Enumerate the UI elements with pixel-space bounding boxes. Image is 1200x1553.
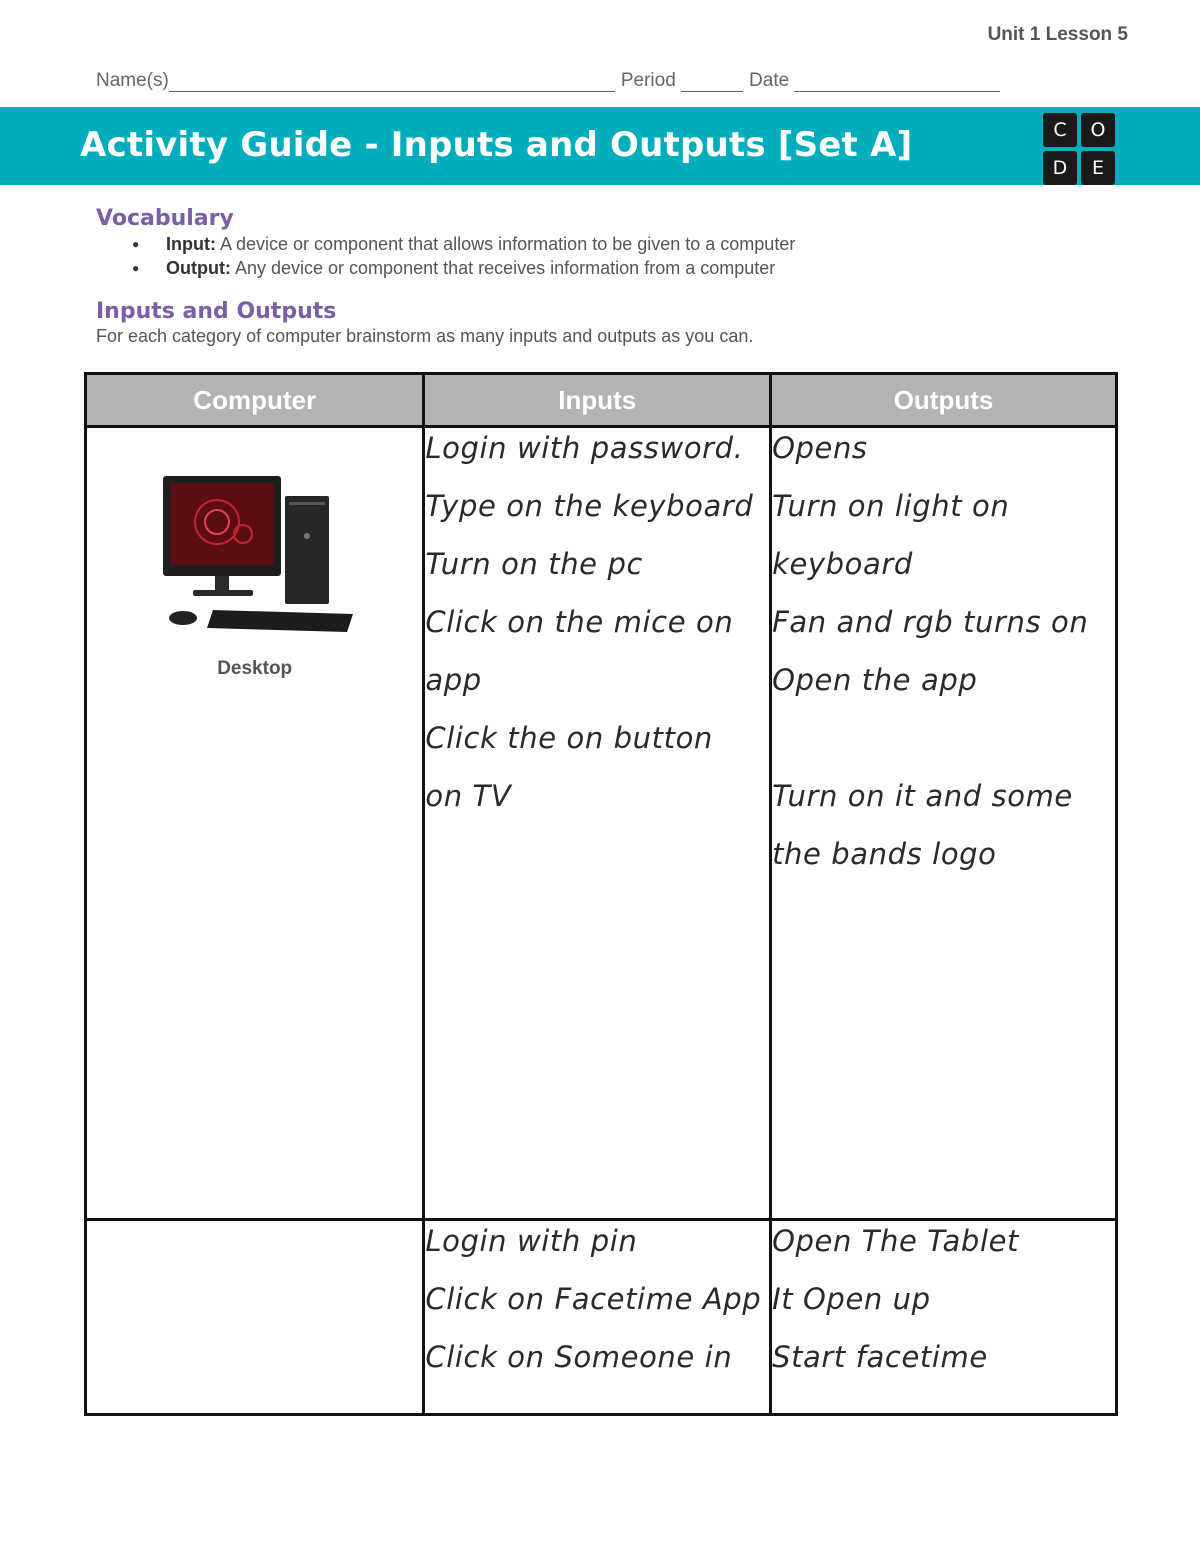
device-label: Desktop xyxy=(217,658,293,679)
outputs-cell[interactable] xyxy=(771,427,1117,1220)
outputs-cell[interactable] xyxy=(771,1220,1117,1415)
header-computer: Computer xyxy=(86,374,424,427)
vocab-item xyxy=(132,232,795,256)
name-label: Name(s) xyxy=(96,70,169,91)
input-entry: Click on the mice on xyxy=(425,605,734,639)
output-entry: Turn on light on xyxy=(772,489,1010,523)
vocabulary-heading: Vocabulary xyxy=(96,206,234,231)
output-entry: Turn on it and some xyxy=(772,779,1073,813)
unit-lesson-label: Unit 1 Lesson 5 xyxy=(987,24,1128,45)
output-entry: Opens xyxy=(772,431,868,465)
date-label: Date xyxy=(749,70,790,91)
code-logo xyxy=(1043,113,1115,185)
input-entry: on TV xyxy=(425,779,512,813)
logo-letter: C xyxy=(1043,113,1077,147)
computer-cell xyxy=(86,1220,424,1415)
output-entry: It Open up xyxy=(772,1282,931,1316)
input-entry: Turn on the pc xyxy=(425,547,643,581)
period-label: Period xyxy=(620,70,676,91)
vocab-term: Input: xyxy=(166,234,216,254)
io-table xyxy=(84,372,1118,1416)
output-entry xyxy=(772,718,1115,776)
logo-letter: E xyxy=(1081,151,1115,185)
inputs-outputs-heading: Inputs and Outputs xyxy=(96,299,337,324)
period-blank[interactable] xyxy=(681,73,743,92)
vocab-item xyxy=(132,256,795,280)
input-entry: Click the on button xyxy=(425,721,713,755)
name-period-date-line xyxy=(96,70,1006,92)
date-blank[interactable] xyxy=(794,73,1000,92)
output-entry: keyboard xyxy=(772,547,913,581)
input-entry: Type on the keyboard xyxy=(425,489,754,523)
input-entry: Click on Facetime App xyxy=(425,1282,762,1316)
output-entry: Open The Tablet xyxy=(772,1224,1020,1258)
inputs-cell[interactable] xyxy=(424,427,771,1220)
vocab-definition: Any device or component that receives information from a computer xyxy=(234,258,776,278)
desktop-computer-icon xyxy=(157,472,362,642)
input-entry: Login with pin xyxy=(425,1224,638,1258)
vocab-definition: A device or component that allows information to be given to a computer xyxy=(220,234,796,254)
page-title: Activity Guide - Inputs and Outputs [Set A] xyxy=(80,125,913,165)
table-row xyxy=(86,427,1117,1220)
vocabulary-list xyxy=(132,232,795,280)
name-blank[interactable] xyxy=(169,73,615,92)
input-entry: Click on Someone in xyxy=(425,1340,733,1374)
output-entry: Open the app xyxy=(772,663,978,697)
output-entry: Start facetime xyxy=(772,1340,988,1374)
output-entry: the bands logo xyxy=(772,837,997,871)
output-entry: Fan and rgb turns on xyxy=(772,605,1089,639)
header-outputs: Outputs xyxy=(771,374,1117,427)
table-row xyxy=(86,1220,1117,1415)
input-entry: app xyxy=(425,663,482,697)
computer-cell xyxy=(86,427,424,1220)
inputs-cell[interactable] xyxy=(424,1220,771,1415)
title-banner xyxy=(0,107,1200,185)
header-inputs: Inputs xyxy=(424,374,771,427)
logo-letter: D xyxy=(1043,151,1077,185)
instruction-text: For each category of computer brainstorm as many inputs and outputs as you can. xyxy=(96,326,754,346)
vocab-term: Output: xyxy=(166,258,231,278)
logo-letter: O xyxy=(1081,113,1115,147)
table-header-row xyxy=(86,374,1117,427)
input-entry: Login with password. xyxy=(425,431,744,465)
